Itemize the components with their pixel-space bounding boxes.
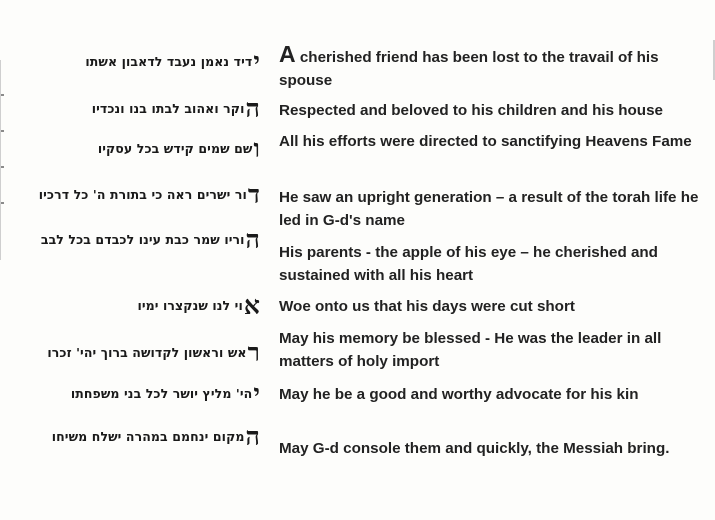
english-line-8: May he be a good and worthy advocate for his kin bbox=[279, 386, 639, 403]
hebrew-line-7 bbox=[47, 338, 260, 368]
english-line-3: All his efforts were directed to sanctifying Heavens Fame bbox=[279, 133, 692, 150]
hebrew-line-8 bbox=[71, 379, 260, 409]
hebrew-initial-letter: י bbox=[253, 379, 260, 408]
hebrew-line-5 bbox=[41, 225, 260, 255]
english-line-6: Woe onto us that his days were cut short bbox=[279, 298, 575, 315]
hebrew-line-1 bbox=[85, 47, 260, 77]
english-line-5: His parents - the apple of his eye – he cherished and sustained with all his heart bbox=[279, 244, 658, 284]
hebrew-text: הי' מליץ יושר לכל בני משפחתו bbox=[70, 386, 253, 401]
hebrew-initial-letter: א bbox=[243, 291, 260, 320]
hebrew-initial-letter: ר bbox=[247, 338, 260, 367]
hebrew-line-6 bbox=[137, 291, 260, 321]
binding-edge bbox=[0, 60, 5, 260]
hebrew-initial-letter: ה bbox=[245, 225, 260, 254]
english-line-9: May G-d console them and quickly, the Messiah bring. bbox=[279, 440, 670, 457]
hebrew-text: וריו שמר כבת עינו לכבדם בכל לבב bbox=[40, 232, 245, 247]
hebrew-text: דיד נאמן נעבד לדאבון אשתו bbox=[85, 54, 253, 69]
hebrew-line-2 bbox=[92, 94, 260, 124]
hebrew-line-4 bbox=[39, 180, 260, 210]
english-line-4: He saw an upright generation – a result of the torah life he led in G-d's name bbox=[279, 189, 699, 229]
english-text: cherished friend has been lost to the travail of his spouse bbox=[279, 49, 659, 89]
hebrew-initial-letter: ה bbox=[245, 94, 260, 123]
english-line-1 bbox=[279, 43, 709, 92]
hebrew-text: וי לנו שנקצרו ימיו bbox=[137, 298, 243, 313]
hebrew-initial-letter: ה bbox=[245, 422, 260, 451]
hebrew-line-9 bbox=[52, 422, 260, 452]
hebrew-text: שם שמים קידש בכל עסקיו bbox=[97, 141, 253, 156]
hebrew-text: מקום ינחמם במהרה ישלח משיחו bbox=[51, 429, 245, 444]
hebrew-initial-letter: י bbox=[253, 47, 260, 76]
hebrew-text: וקר ואהוב לבתו בנו ונכדיו bbox=[91, 101, 245, 116]
hebrew-line-3 bbox=[98, 134, 260, 164]
hebrew-text: אש וראשון לקדושה ברוך יהי' זכרו bbox=[47, 345, 247, 360]
english-line-2: Respected and beloved to his children and his house bbox=[279, 102, 663, 119]
english-initial-letter: A bbox=[279, 41, 296, 67]
hebrew-text: ור ישרים ראה כי בתורת ה' כל דרכיו bbox=[38, 187, 247, 202]
hebrew-initial-letter: ו bbox=[253, 134, 260, 163]
hebrew-initial-letter: ד bbox=[247, 180, 260, 209]
english-line-7: May his memory be blessed - He was the leader in all matters of holy import bbox=[279, 330, 662, 370]
